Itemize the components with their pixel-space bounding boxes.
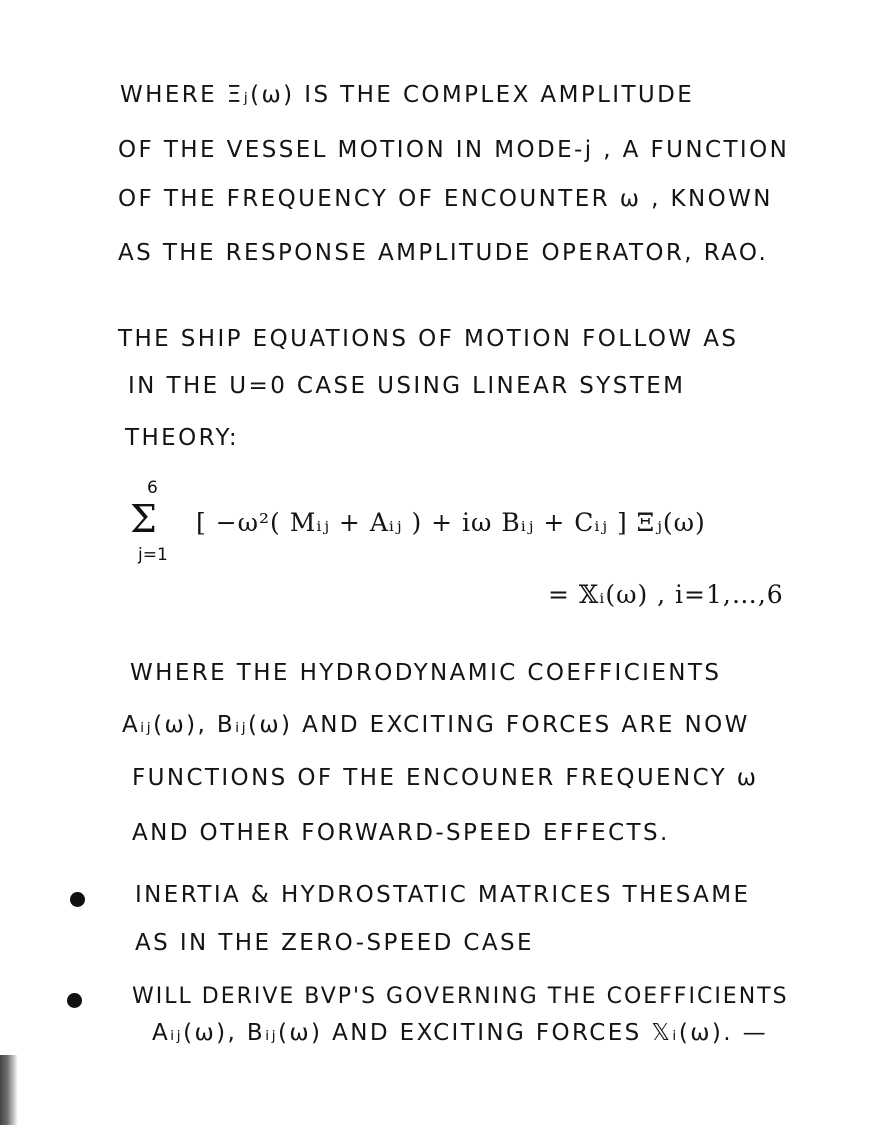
bullet1-line2: AS IN THE ZERO-SPEED CASE (135, 930, 534, 956)
para3-line2: Aᵢⱼ(ω), Bᵢⱼ(ω) AND EXCITING FORCES ARE NOW (122, 712, 750, 738)
bullet-1-icon (70, 892, 85, 907)
equation-line2: = 𝕏ᵢ(ω) , i=1,…,6 (548, 580, 784, 609)
para1-line2: OF THE VESSEL MOTION IN MODE-j , A FUNCTION (118, 137, 790, 163)
equation-line1: [ −ω²( Mᵢⱼ + Aᵢⱼ ) + iω Bᵢⱼ + Cᵢⱼ ] Ξⱼ(ω) (196, 508, 706, 537)
para2-line1: THE SHIP EQUATIONS OF MOTION FOLLOW AS (118, 326, 739, 352)
para2-line3: THEORY: (125, 425, 240, 451)
para3-line3: FUNCTIONS OF THE ENCOUNER FREQUENCY ω (132, 765, 759, 791)
scan-edge-artifact (0, 1055, 18, 1125)
para1-line1: WHERE Ξⱼ(ω) IS THE COMPLEX AMPLITUDE (120, 82, 695, 108)
bullet2-line1: WILL DERIVE BVP'S GOVERNING THE COEFFICIENTS (132, 984, 789, 1009)
summation-lower-limit: j=1 (138, 545, 168, 565)
summation-symbol: Σ (130, 497, 157, 541)
para2-line2: IN THE U=0 CASE USING LINEAR SYSTEM (128, 373, 686, 399)
bullet1-line1: INERTIA & HYDROSTATIC MATRICES THESAME (135, 882, 751, 908)
summation-upper-limit: 6 (147, 478, 158, 498)
para1-line3: OF THE FREQUENCY OF ENCOUNTER ω , KNOWN (118, 186, 773, 212)
bullet2-line2: Aᵢⱼ(ω), Bᵢⱼ(ω) AND EXCITING FORCES 𝕏ᵢ(ω). — (152, 1020, 769, 1046)
para3-line1: WHERE THE HYDRODYNAMIC COEFFICIENTS (130, 660, 722, 686)
para3-line4: AND OTHER FORWARD-SPEED EFFECTS. (132, 820, 670, 846)
bullet-2-icon (67, 993, 82, 1008)
para1-line4: AS THE RESPONSE AMPLITUDE OPERATOR, RAO. (118, 240, 769, 266)
